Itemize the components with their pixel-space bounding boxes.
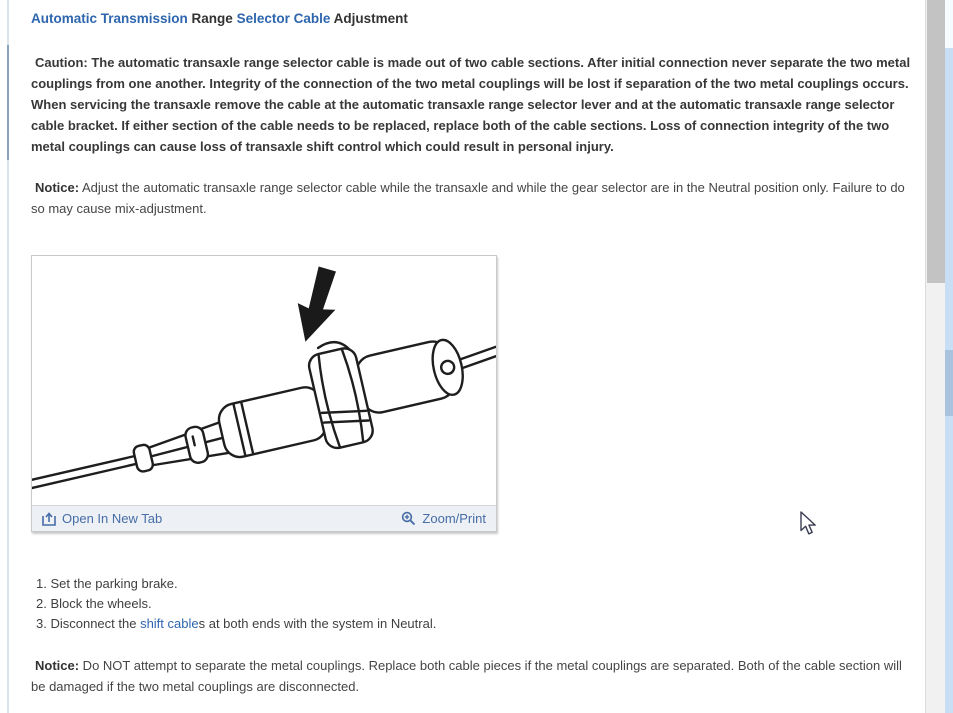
title-text-adjustment: Adjustment — [330, 11, 408, 26]
notice-bottom-label: Notice: — [35, 658, 80, 673]
step-3-text-after-link: s at both ends with the system in Neutral. — [198, 616, 437, 631]
down-arrow-icon — [288, 264, 345, 348]
caution-paragraph — [31, 52, 915, 157]
cable-illustration — [32, 256, 496, 505]
document-content — [9, 0, 925, 713]
caution-label: Caution: — [35, 55, 88, 70]
figure-footer — [32, 505, 496, 531]
notice-top-text: Adjust the automatic transaxle range selector cable while the transaxle and while the gear selector are in the Neutral position only. Failure to do so may cause mix-adjustment. — [31, 180, 905, 216]
open-in-new-tab-label: Open In New Tab — [62, 511, 163, 526]
page-title — [31, 11, 915, 27]
procedure-list — [31, 574, 915, 634]
window-scrollbar[interactable] — [945, 0, 953, 713]
notice-bottom-text: Do NOT attempt to separate the metal couplings. Replace both cable pieces if the metal couplings are separated. Both of the cable section will be damaged if the two metal couplings are disconnected. — [31, 658, 902, 694]
step-2 — [36, 594, 915, 614]
content-scrollbar[interactable] — [925, 0, 945, 713]
caution-text: The automatic transaxle range selector cable is made out of two cable sections. After initial connection never separate the two metal couplings from one another. Integrity of the connection of the two metal couplings will be lost if separation of the two metal couplings occurs. When servicing the transaxle remove the cable at the automatic transaxle range selector lever and at the automatic transaxle range selector cable bracket. If either section of the cable needs to be replaced, replace both of the cable sections. Loss of connection integrity of the two metal couplings can cause loss of transaxle shift control which could result in personal injury. — [31, 55, 911, 154]
content-scrollbar-thumb[interactable] — [927, 0, 945, 283]
title-link-automatic-transmission[interactable]: Automatic Transmission — [31, 11, 188, 26]
notice-top-label: Notice: — [35, 180, 80, 195]
left-pane-scrollbar[interactable] — [0, 0, 9, 713]
figure-panel — [31, 255, 497, 532]
zoom-print-icon — [401, 511, 416, 526]
open-in-new-tab-link[interactable] — [42, 511, 162, 526]
step-1-number: 1. — [36, 576, 47, 591]
zoom-print-link[interactable] — [401, 511, 486, 526]
open-in-new-tab-icon — [42, 512, 56, 526]
title-link-selector-cable[interactable]: Selector Cable — [236, 11, 331, 26]
step-3-number: 3. — [36, 616, 47, 631]
step-1-text: Set the parking brake. — [46, 576, 178, 591]
notice-top-paragraph — [31, 177, 915, 219]
window-scrollbar-thumb[interactable] — [945, 350, 953, 416]
step-2-number: 2. — [36, 596, 47, 611]
zoom-print-label: Zoom/Print — [422, 511, 486, 526]
step-3 — [36, 614, 915, 634]
title-text-range: Range — [187, 11, 237, 26]
shift-cable-link[interactable]: shift cable — [140, 616, 199, 631]
left-scrollbar-thumb[interactable] — [7, 45, 9, 160]
step-3-text: Disconnect the — [46, 616, 141, 631]
step-1 — [36, 574, 915, 594]
step-2-text: Block the wheels. — [46, 596, 152, 611]
notice-bottom-paragraph — [31, 655, 915, 697]
